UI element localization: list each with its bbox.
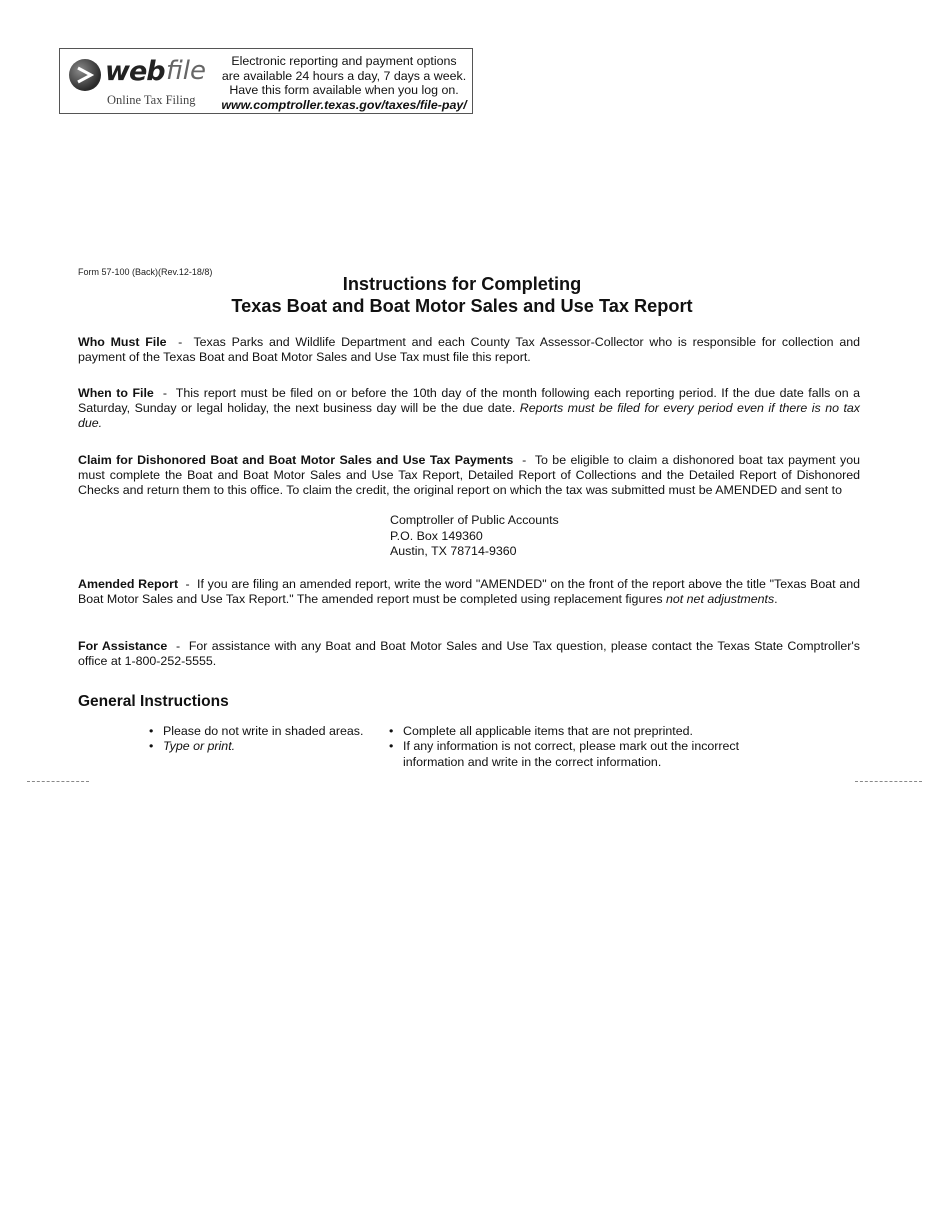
section-heading: When to File bbox=[78, 386, 154, 400]
list-item bbox=[149, 724, 379, 739]
instructions-list-left bbox=[149, 724, 379, 755]
page-title-line2: Texas Boat and Boat Motor Sales and Use Tax Report bbox=[231, 296, 693, 316]
logo-word-web: web bbox=[105, 56, 165, 87]
section-text: If you are filing an amended report, write the word "AMENDED" on the front of the report above the title "Texas Boat and Boat Motor Sales and Use Tax Report." The amended report must be completed using replacement figures bbox=[78, 577, 860, 606]
webfile-logo bbox=[69, 57, 209, 109]
address-line: Comptroller of Public Accounts bbox=[390, 513, 559, 527]
list-item-text: Type or print. bbox=[163, 739, 236, 754]
webfile-line: Have this form available when you log on. bbox=[229, 83, 459, 97]
section-text: Texas Parks and Wildlife Department and each County Tax Assessor-Collector who is responsible for collection and payment of the Texas Boat and Boat Motor Sales and Use Tax must file this report. bbox=[78, 335, 860, 364]
section-who-must-file bbox=[78, 335, 860, 365]
arrow-circle-icon bbox=[69, 59, 101, 91]
section-heading: Amended Report bbox=[78, 577, 179, 591]
bullet-icon: • bbox=[389, 724, 394, 738]
list-item-text: If any information is not correct, please mark out the incorrect information and write in the correct information. bbox=[403, 739, 740, 769]
fold-mark-right bbox=[855, 781, 922, 782]
list-item bbox=[149, 739, 379, 754]
instructions-list-right bbox=[389, 724, 759, 770]
section-text: To be eligible to claim a dishonored boat tax payment you must complete the Boat and Boat Motor Sales and Use Tax Report, Detailed Report of Collections and the Detailed Report of Dishonored Checks and return them to this office. To claim the credit, the original report on which the tax was submitted must be AMENDED and sent to bbox=[78, 453, 860, 497]
form-id: Form 57-100 (Back)(Rev.12-18/8) bbox=[78, 267, 213, 277]
webfile-banner bbox=[59, 48, 473, 114]
section-text: This report must be filed on or before the 10th day of the month following each reporting period. If the due date falls on a Saturday, Sunday or legal holiday, the next business day will be the due date. bbox=[78, 386, 860, 415]
page-title-line1: Instructions for Completing bbox=[342, 274, 582, 294]
webfile-line: are available 24 hours a day, 7 days a week. bbox=[221, 68, 467, 83]
section-emphasis: Reports must be filed for every period even if there is no tax due. bbox=[78, 401, 860, 430]
logo-word-file: file bbox=[166, 56, 207, 86]
list-item-text: Please do not write in shaded areas. bbox=[163, 724, 364, 738]
fold-mark-left bbox=[27, 781, 89, 782]
webfile-line: Electronic reporting and payment options bbox=[231, 54, 457, 68]
webfile-message bbox=[216, 54, 472, 112]
section-when-to-file bbox=[78, 386, 860, 431]
section-claim-dishonored bbox=[78, 453, 860, 498]
separator: - bbox=[167, 639, 189, 653]
section-heading: For Assistance bbox=[78, 639, 168, 653]
separator: - bbox=[513, 453, 535, 467]
general-instructions-heading: General Instructions bbox=[78, 693, 229, 710]
list-item bbox=[389, 724, 759, 739]
section-heading: Claim for Dishonored Boat and Boat Motor Sales and Use Tax Payments bbox=[78, 453, 514, 467]
address-line: P.O. Box 149360 bbox=[390, 528, 483, 543]
bullet-icon: • bbox=[149, 739, 154, 754]
list-item-text: Complete all applicable items that are not preprinted. bbox=[403, 724, 693, 738]
mailing-address bbox=[390, 513, 559, 560]
section-emphasis: not net adjustments bbox=[666, 592, 775, 606]
section-amended-report bbox=[78, 577, 860, 607]
separator: - bbox=[153, 386, 176, 400]
section-text-end: . bbox=[774, 592, 778, 606]
section-for-assistance bbox=[78, 639, 860, 669]
list-item bbox=[389, 739, 759, 770]
separator: - bbox=[178, 577, 198, 591]
bullet-icon: • bbox=[149, 724, 154, 738]
address-line: Austin, TX 78714-9360 bbox=[390, 544, 517, 558]
logo-subtitle: Online Tax Filing bbox=[107, 93, 196, 107]
section-heading: Who Must File bbox=[78, 335, 167, 349]
webfile-url-link[interactable]: www.comptroller.texas.gov/taxes/file-pay/ bbox=[221, 97, 467, 112]
section-text: For assistance with any Boat and Boat Motor Sales and Use Tax question, please contact the Texas State Comptroller's office at 1-800-252-5555. bbox=[78, 639, 860, 668]
bullet-icon: • bbox=[389, 739, 394, 754]
separator: - bbox=[166, 335, 194, 349]
